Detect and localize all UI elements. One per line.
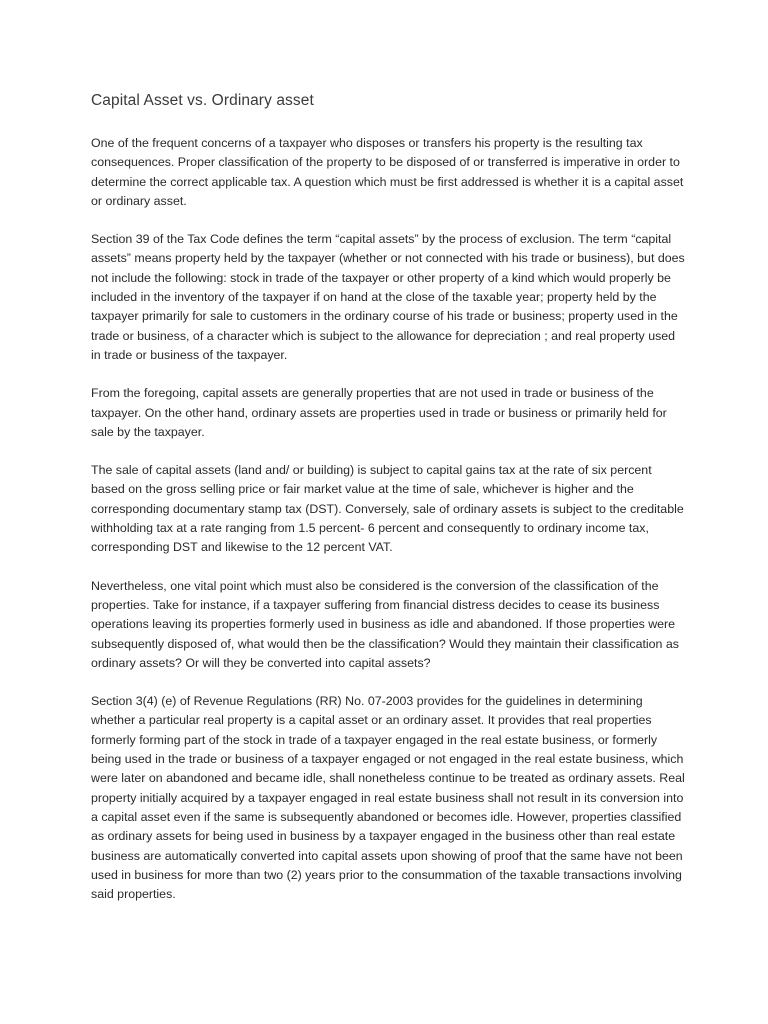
paragraph-section-39: Section 39 of the Tax Code defines the term “capital assets” by the process of exclusion. The term “capital assets” means property held by the taxpayer (whether or not connected with his trade or business), but does not include the following: stock in trade of the taxpayer or other property of a kind which would properly be included in the inventory of the taxpayer if on hand at the close of the taxable year; property held by the taxpayer primarily for sale to customers in the ordinary course of his trade or business; property used in the trade or business, of a character which is subject to the allowance for depreciation ; and real property used in trade or business of the taxpayer. [91, 232, 685, 362]
document-title: Capital Asset vs. Ordinary asset [91, 92, 314, 109]
paragraph-conversion: Nevertheless, one vital point which must also be considered is the conversion of the classification of the properties. Take for instance, if a taxpayer suffering from financial distress decides to cease its business operations leaving its properties formerly used in business as idle and abandoned. If those properties were subsequently disposed of, what would then be the classification? Would they maintain their classification as ordinary assets? Or will they be converted into capital assets? [91, 578, 679, 670]
paragraph-intro: One of the frequent concerns of a taxpayer who disposes or transfers his property is the resulting tax consequences. Proper classification of the property to be disposed of or transferred is imperative in order to determine the correct applicable tax. A question which must be first addressed is whether it is a capital asset or ordinary asset. [91, 136, 684, 208]
paragraph-foregoing: From the foregoing, capital assets are generally properties that are not used in trade or business of the taxpayer. On the other hand, ordinary assets are properties used in trade or business or primarily held for sale by the taxpayer. [91, 386, 667, 439]
paragraph-sale-of-capital-assets: The sale of capital assets (land and/ or building) is subject to capital gains tax at the rate of six percent based on the gross selling price or fair market value at the time of sale, whichever is higher and the corresponding documentary stamp tax (DST). Conversely, sale of ordinary assets is subject to the creditable withholding tax at a rate ranging from 1.5 percent- 6 percent and consequently to ordinary income tax, corresponding DST and likewise to the 12 percent VAT. [91, 463, 684, 555]
paragraph-section-3-4-e: Section 3(4) (e) of Revenue Regulations (RR) No. 07-2003 provides for the guidelines in determining whether a particular real property is a capital asset or an ordinary asset. It provides that real properties formerly forming part of the stock in trade of a taxpayer engaged in the real estate business, or formerly being used in the trade or business of a taxpayer engaged or not engaged in the real estate business, which were later on abandoned and became idle, shall nonetheless continue to be treated as ordinary assets. Real property initially acquired by a taxpayer engaged in real estate business shall not result in its conversion into a capital asset even if the same is subsequently abandoned or becomes idle. However, properties classified as ordinary assets for being used in business by a taxpayer engaged in the business other than real estate business are automatically converted into capital assets upon showing of proof that the same have not been used in business for more than two (2) years prior to the consummation of the taxable transactions involving said properties. [91, 694, 685, 902]
